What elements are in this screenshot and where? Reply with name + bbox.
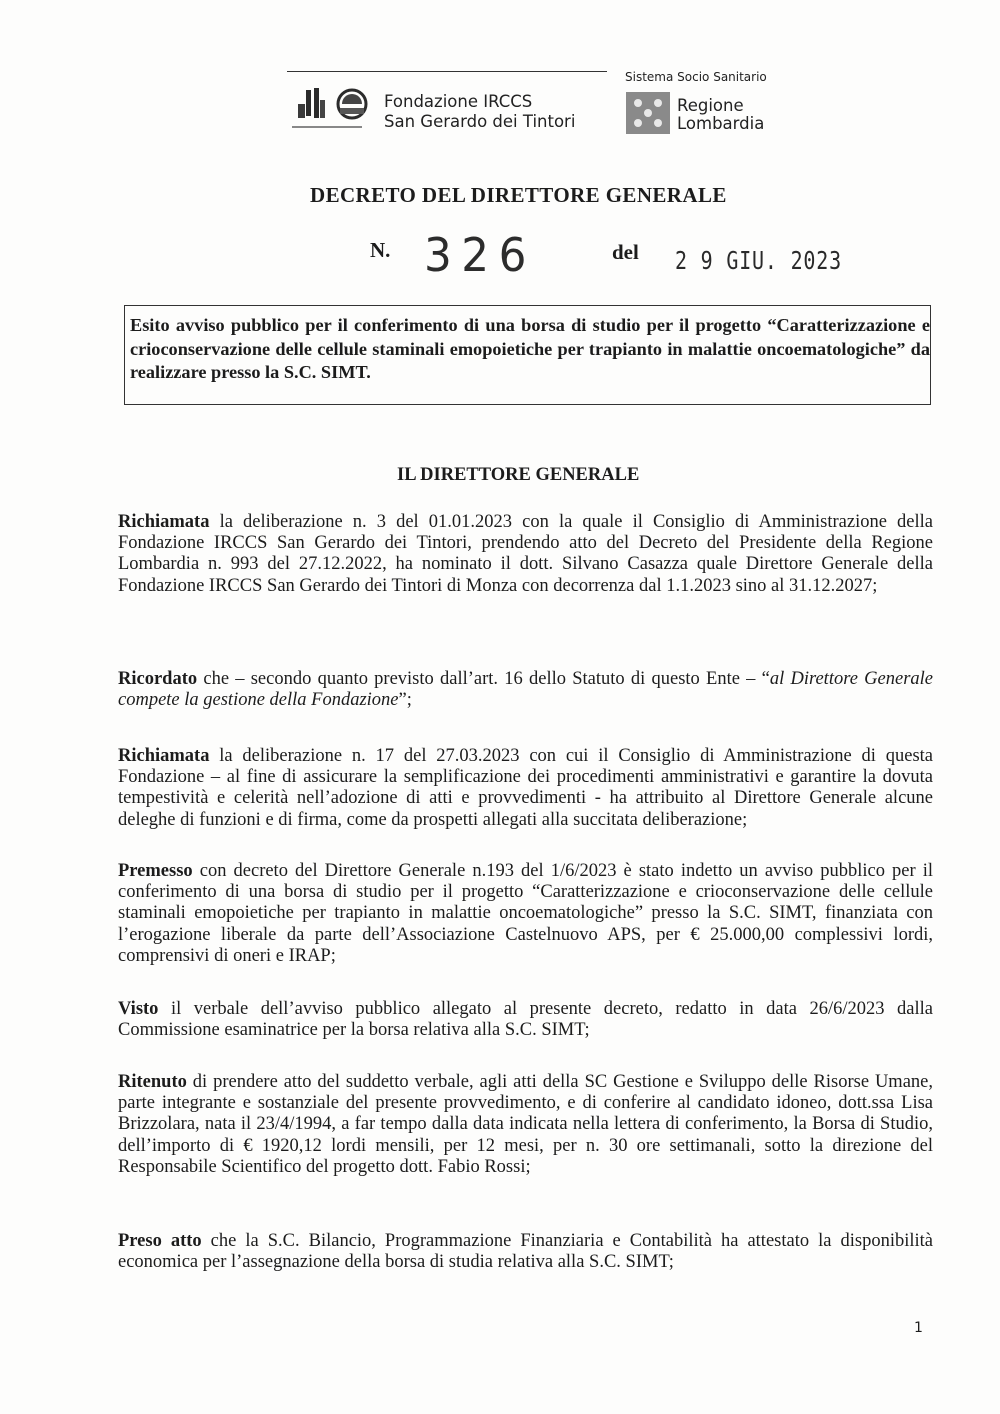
document-title: DECRETO DEL DIRETTORE GENERALE	[310, 183, 727, 207]
regione-lombardia-logo-icon	[626, 92, 670, 134]
paragraph-text: il verbale dell’avviso pubblico allegato al presente decreto, redatto in data 26/6/2023 dalla Commissione esaminatrice per la borsa relativa alla S.C. SIMT;	[118, 999, 933, 1041]
decree-date-label: del	[612, 240, 639, 264]
decree-date-stamp: 2 9 GIU. 2023	[675, 246, 842, 275]
decree-number: 326	[424, 228, 536, 282]
paragraph-text: di prendere atto del suddetto verbale, agli atti della SC Gestione e Sviluppo delle Risorse Umane, parte integrante e sostanziale del presente provvedimento, e di conferire al candidato idoneo, dott.ssa Lisa Brizzolara, nata il 23/4/1994, a far tempo dalla data indicata nella lettera di conferimento, la Borsa di Studio, dell’importo di € 1920,12 lordi mensili, per 12 mesi, per n. 30 ore settimanali, sotto la direzione del Responsabile Scientifico del progetto dott. Fabio Rossi;	[118, 1072, 933, 1177]
paragraph-text: la deliberazione n. 17 del 27.03.2023 con cui il Consiglio di Amministrazione di questa Fondazione – al fine di assicurare la semplificazione dei procedimenti amministrativi e garantire la dovuta tempestività e celerità nell’adozione di atti e provvedimenti - ha attribuito al Direttore Generale alcune deleghe di funzioni e di firma, come da prospetti allegati alla succitata deliberazione;	[118, 746, 933, 830]
paragraph-text: la deliberazione n. 3 del 01.01.2023 con la quale il Consiglio di Amministrazione della Fondazione IRCCS San Gerardo dei Tintori, prendendo atto del Decreto del Presidente della Regione Lombardia n. 993 del 27.12.2022, ha nominato il dott. Silvano Casazza quale Direttore Generale della Fondazione IRCCS San Gerardo dei Tintori di Monza con decorrenza dal 1.1.2023 sino al 31.12.2027;	[118, 512, 933, 596]
paragraph-preso-atto	[118, 1231, 933, 1273]
paragraph-text: con decreto del Direttore Generale n.193 del 1/6/2023 è stato indetto un avviso pubblico per il conferimento di una borsa di studio per il progetto “Caratterizzazione e crioconservazione delle cellule staminali emopoietiche per trapianto in malattie oncoematologiche” presso la S.C. SIMT, finanziata con l’erogazione liberale da parte dell’Associazione Castelnuovo APS, per € 25.000,00 complessivi lordi, comprensivi di oneri e IRAP;	[118, 861, 933, 966]
health-system-label: Sistema Socio Sanitario	[625, 70, 767, 84]
paragraph-text: che – secondo quanto previsto dall’art. 16 dello Statuto di questo Ente – “	[197, 669, 770, 689]
paragraph-lead: Ricordato	[118, 669, 198, 689]
paragraph-visto	[118, 999, 933, 1041]
foundation-name	[384, 92, 575, 132]
paragraph-richiamata-2	[118, 746, 933, 831]
paragraph-richiamata-1	[118, 512, 933, 597]
paragraph-lead: Ritenuto	[118, 1072, 187, 1092]
subject-text: Esito avviso pubblico per il conferimento di una borsa di studio per il progetto “Caratterizzazione e crioconservazione delle cellule staminali emopoietiche per trapianto in malattie oncoematologiche” da realizzare presso la S.C. SIMT.	[130, 315, 930, 382]
paragraph-lead: Richiamata	[118, 746, 210, 766]
paragraph-premesso	[118, 861, 933, 967]
paragraph-ricordato	[118, 669, 933, 711]
region-name-line1: Regione	[677, 96, 744, 115]
header-rule	[287, 71, 607, 72]
region-name-line2: Lombardia	[677, 114, 765, 133]
decree-number-label: N.	[370, 238, 391, 262]
paragraph-ritenuto	[118, 1072, 933, 1178]
paragraph-lead: Premesso	[118, 861, 193, 881]
paragraph-tail: ”;	[398, 690, 412, 711]
region-name	[677, 97, 764, 133]
paragraph-lead: Richiamata	[118, 512, 210, 532]
page-number: 1	[914, 1320, 923, 1336]
foundation-logo-icon	[292, 86, 372, 136]
paragraph-lead: Preso atto	[118, 1231, 202, 1251]
paragraph-lead: Visto	[118, 999, 159, 1019]
paragraph-text: che la S.C. Bilancio, Programmazione Finanziaria e Contabilità ha attestato la disponibilità economica per l’assegnazione della borsa di studia relativa alla S.C. SIMT;	[118, 1231, 933, 1273]
section-heading: IL DIRETTORE GENERALE	[397, 465, 640, 485]
foundation-name-line2: San Gerardo dei Tintori	[384, 112, 576, 131]
paragraph-quote: al Direttore Generale compete la gestione della Fondazione	[118, 669, 934, 711]
foundation-name-line1: Fondazione IRCCS	[384, 92, 533, 111]
